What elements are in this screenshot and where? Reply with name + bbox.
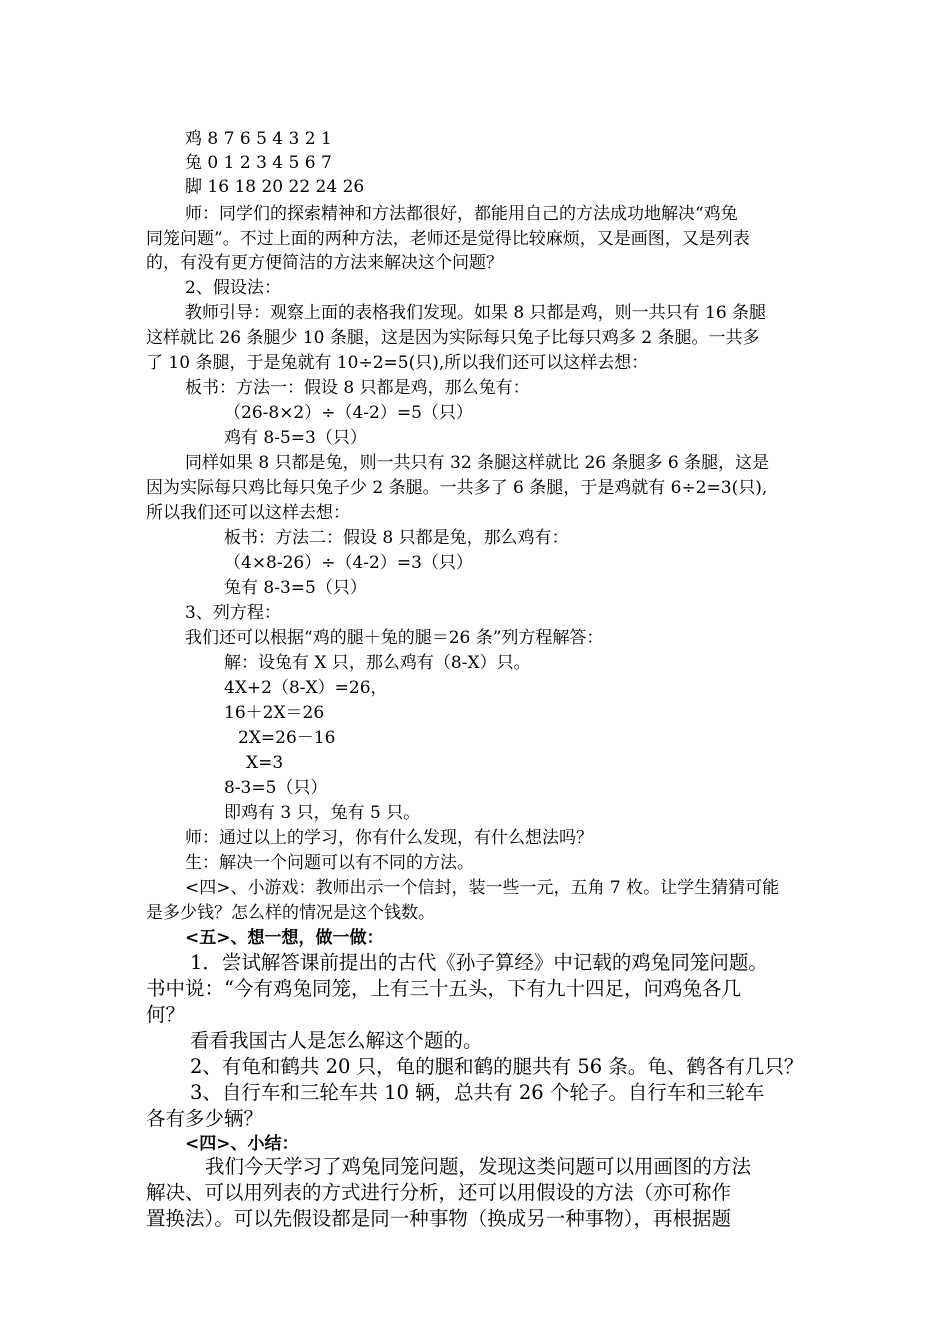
section-heading: <五>、想一想，做一做： bbox=[185, 928, 384, 948]
text-line: 书中说：“今有鸡兔同笼，上有三十五头，下有九十四足，问鸡兔各几 bbox=[146, 977, 741, 1000]
text-line: 我们今天学习了鸡兔同笼问题，发现这类问题可以用画图的方法 bbox=[205, 1155, 752, 1178]
formula-line: （26-8×2）÷（4-2）=5（只） bbox=[224, 403, 473, 423]
formula-line: 鸡有 8-5=3（只） bbox=[224, 428, 367, 448]
text-line: 2、有龟和鹤共 20 只，龟的腿和鹤的腿共有 56 条。龟、鹤各有几只？ bbox=[190, 1055, 804, 1078]
text-line: 即鸡有 3 只，兔有 5 只。 bbox=[224, 803, 421, 823]
text-line: 各有多少辆？ bbox=[146, 1107, 264, 1130]
text-line: 3、自行车和三轮车共 10 辆，总共有 26 个轮子。自行车和三轮车 bbox=[190, 1081, 765, 1104]
text-line: 的，有没有更方便简洁的方法来解决这个问题？ bbox=[146, 253, 503, 273]
section-heading: <四>、小结： bbox=[185, 1134, 299, 1154]
formula-line: 8-3=5（只） bbox=[224, 778, 328, 798]
text-line: 这样就比 26 条腿少 10 条腿，这是因为实际每只兔子比每只鸡多 2 条腿。一共多 bbox=[146, 328, 760, 348]
text-line: 看看我国古人是怎么解这个题的。 bbox=[190, 1029, 483, 1052]
section-heading: 2、假设法： bbox=[185, 278, 281, 298]
text-line: 因为实际每只鸡比每只兔子少 2 条腿。一共多了 6 条腿，于是鸡就有 6÷2=3(只), bbox=[146, 478, 768, 498]
formula-line: （4×8-26）÷（4-2）=3（只） bbox=[224, 553, 473, 573]
table-row-chicken: 鸡 8 7 6 5 4 3 2 1 bbox=[185, 129, 332, 149]
text-line: 解：设兔有 X 只，那么鸡有（8-X）只。 bbox=[224, 653, 531, 673]
text-line: 置换法）。可以先假设都是同一种事物（换成另一种事物），再根据题 bbox=[146, 1207, 732, 1230]
table-row-rabbit: 兔 0 1 2 3 4 5 6 7 bbox=[185, 153, 332, 173]
text-line: 解决、可以用列表的方式进行分析，还可以用假设的方法（亦可称作 bbox=[146, 1181, 732, 1204]
text-line: 板书：方法二：假设 8 只都是兔，那么鸡有： bbox=[224, 528, 569, 548]
formula-line: X=3 bbox=[246, 753, 284, 773]
text-line: 师：通过以上的学习，你有什么发现，有什么想法吗？ bbox=[185, 828, 593, 848]
formula-line: 2X=26－16 bbox=[238, 728, 336, 748]
text-line: 所以我们还可以这样去想： bbox=[146, 503, 350, 523]
text-line: 同样如果 8 只都是兔，则一共只有 32 条腿这样就比 26 条腿多 6 条腿，这是 bbox=[185, 453, 770, 473]
text-line: 生：解决一个问题可以有不同的方法。 bbox=[185, 853, 474, 873]
text-line: <四>、小游戏：教师出示一个信封，装一些一元，五角 7 枚。让学生猜猜可能 bbox=[185, 878, 780, 898]
section-heading: 3、列方程： bbox=[185, 603, 281, 623]
formula-line: 兔有 8-3=5（只） bbox=[224, 578, 367, 598]
text-line: 同笼问题”。不过上面的两种方法，老师还是觉得比较麻烦，又是画图，又是列表 bbox=[146, 229, 750, 249]
text-line: 何？ bbox=[146, 1003, 186, 1026]
text-line: 1．尝试解答课前提出的古代《孙子算经》中记载的鸡兔同笼问题。 bbox=[190, 951, 768, 974]
text-line: 我们还可以根据“鸡的腿＋兔的腿＝26 条”列方程解答： bbox=[185, 628, 604, 648]
text-line: 了 10 条腿，于是兔就有 10÷2=5(只),所以我们还可以这样去想： bbox=[146, 353, 649, 373]
text-line: 教师引导：观察上面的表格我们发现。如果 8 只都是鸡，则一共只有 16 条腿 bbox=[185, 303, 767, 323]
formula-line: 4X+2（8-X）=26， bbox=[224, 678, 388, 698]
formula-line: 16＋2X＝26 bbox=[224, 703, 325, 723]
text-line: 板书：方法一：假设 8 只都是鸡，那么兔有： bbox=[185, 378, 530, 398]
text-line: 师：同学们的探索精神和方法都很好，都能用自己的方法成功地解决“鸡兔 bbox=[185, 204, 738, 224]
text-line: 是多少钱？怎么样的情况是这个钱数。 bbox=[146, 903, 435, 923]
table-row-legs: 脚 16 18 20 22 24 26 bbox=[185, 177, 365, 197]
